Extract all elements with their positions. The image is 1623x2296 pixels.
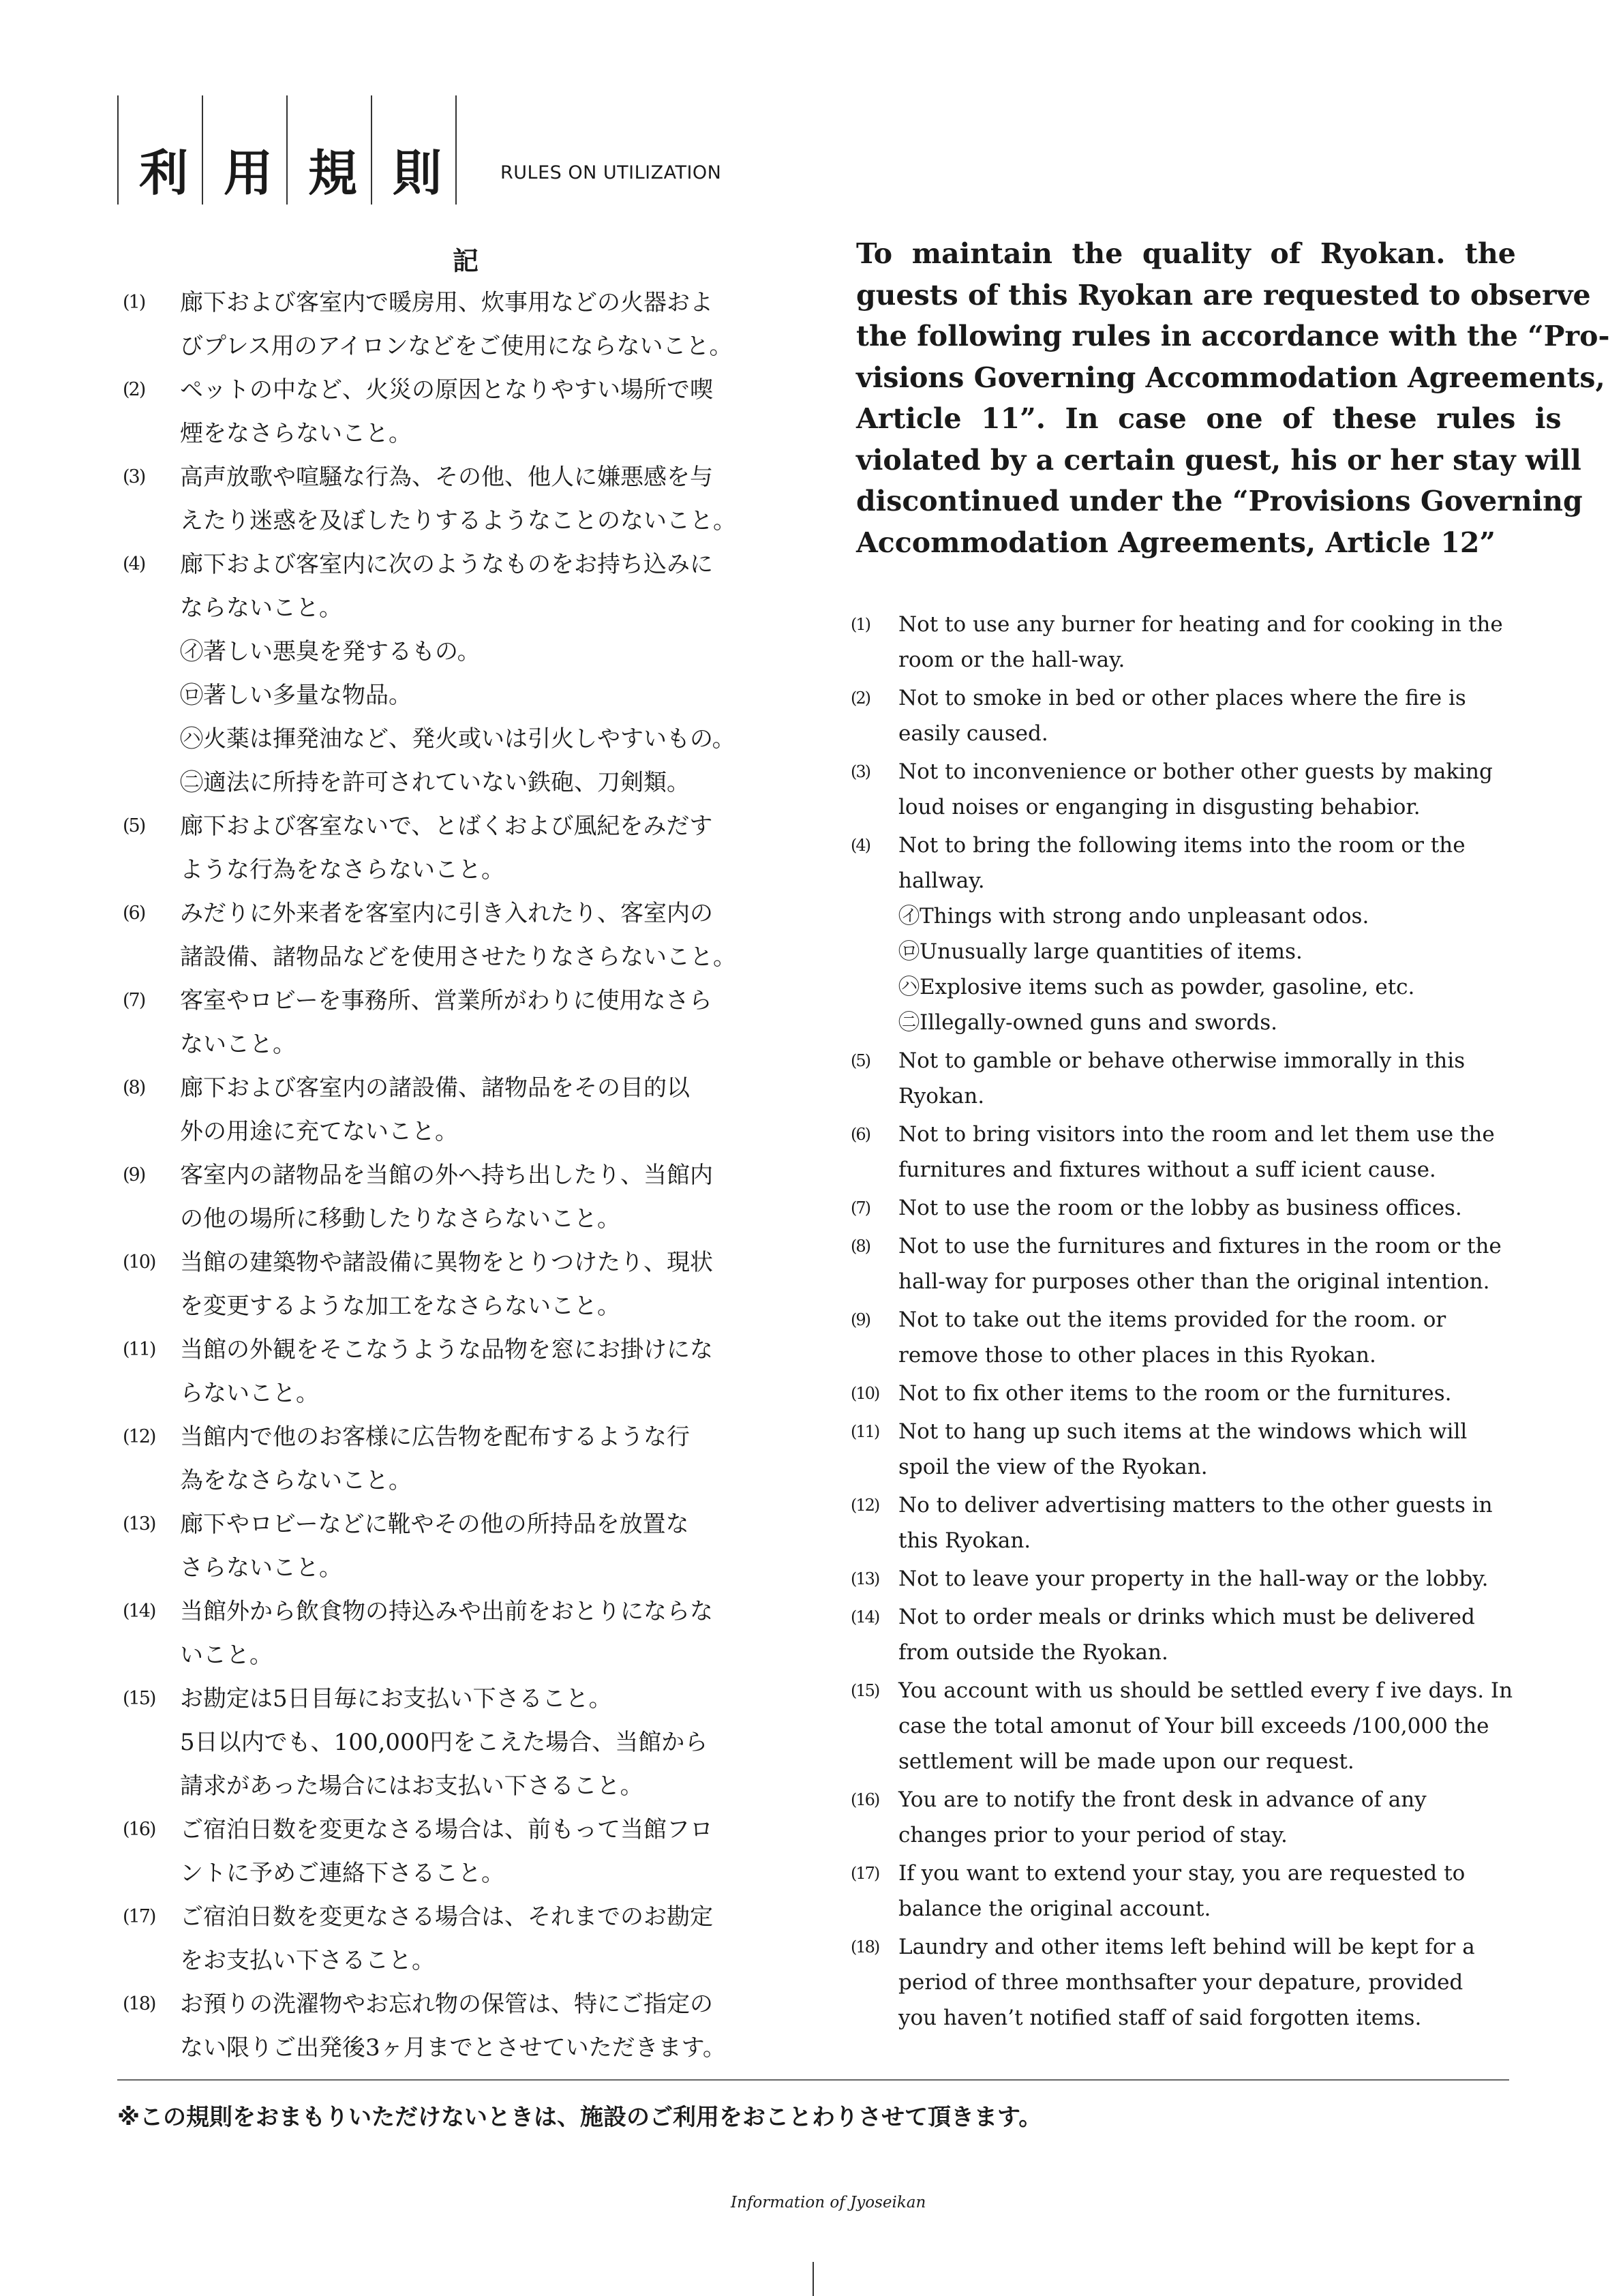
jp-rule-text: 廊下および客室内で暖房用、炊事用などの火器およ [180, 289, 713, 316]
title-divider [455, 95, 457, 205]
en-rule-number: (8) [851, 1237, 870, 1256]
en-rule-number: (18) [851, 1937, 879, 1957]
page-mark [813, 2262, 814, 2296]
jp-rule-number: (16) [123, 1819, 155, 1840]
jp-rule-text: 客室やロビーを事務所、営業所がわりに使用なさら [180, 987, 712, 1014]
jp-rule-text: 当館の外観をそこなうような品物を窓にお掛けにな [180, 1336, 713, 1363]
jp-rule-item [123, 1895, 804, 1982]
jp-rule-number: (3) [123, 466, 145, 487]
en-rule-number: (9) [851, 1310, 870, 1329]
jp-rule-text: 廊下および客室内に次のようなものをお持ち込みに [180, 551, 713, 578]
jp-rule-text: さらないこと。 [180, 1554, 342, 1582]
en-rule-text: Not to leave your property in the hall-way or the lobby. [898, 1567, 1489, 1591]
en-rule-text: You are to notify the front desk in advance of any [898, 1787, 1427, 1812]
jp-rule-number: (17) [123, 1906, 155, 1927]
jp-rule-text: いこと。 [180, 1642, 273, 1669]
jp-rule-text: ㋺著しい多量な物品。 [180, 682, 412, 709]
en-rule-text: you haven’t notified staff of said forgotten items. [898, 2006, 1422, 2030]
en-rule-item [851, 1302, 1546, 1373]
jp-rule-item [123, 1677, 804, 1808]
jp-rule-text: 諸設備、諸物品などを使用させたりなさらないこと。 [180, 943, 736, 971]
en-rule-number: (5) [851, 1051, 870, 1070]
jp-rule-text: ご宿泊日数を変更なさる場合は、それまでのお勘定 [180, 1903, 713, 1931]
en-rule-item [851, 1414, 1546, 1485]
jp-rule-item [123, 368, 804, 455]
jp-rule-text: 当館外から飲食物の持込みや出前をおとりにならな [180, 1598, 713, 1625]
en-rule-text: balance the original account. [898, 1897, 1211, 1921]
en-rule-text: ㋩Explosive items such as powder, gasoline, etc. [898, 975, 1415, 999]
jp-rule-text: 当館の建築物や諸設備に異物をとりつけたり、現状 [180, 1249, 713, 1276]
en-rule-text: Not to gamble or behave otherwise immorally in this [898, 1048, 1466, 1073]
jp-rule-text: ㊁適法に所持を許可されていない鉄砲、刀剣類。 [180, 769, 690, 796]
jp-rule-text: をお支払い下さること。 [180, 1947, 435, 1974]
jp-rule-number: (14) [123, 1601, 155, 1622]
jp-rule-item [123, 1982, 804, 2070]
en-rule-number: (16) [851, 1790, 879, 1809]
jp-rule-number: (1) [123, 292, 145, 313]
jp-rule-text: 為をなさらないこと。 [180, 1467, 412, 1494]
en-rule-number: (6) [851, 1125, 870, 1144]
jp-rule-text: らないこと。 [180, 1380, 319, 1407]
en-rule-text: Not to use the furnitures and fixtures in the room or the [898, 1234, 1502, 1258]
en-rule-text: Not to smoke in bed or other places where the fire is [898, 686, 1466, 710]
en-rule-text: settlement will be made upon our request. [898, 1749, 1354, 1774]
jp-rule-number: (4) [123, 554, 145, 575]
en-rule-text: loud noises or enganging in disgusting behabior. [898, 795, 1421, 819]
en-rule-text: If you want to extend your stay, you are requested to [898, 1861, 1466, 1886]
jp-rule-item [123, 1502, 804, 1590]
en-rule-item [851, 607, 1546, 678]
en-rule-text: case the total amonut of Your bill exceeds /100,000 the [898, 1714, 1489, 1738]
en-rule-text: You account with us should be settled every f ive days. In [898, 1678, 1513, 1703]
en-rule-item [851, 828, 1546, 1040]
en-rule-number: (17) [851, 1864, 879, 1883]
jp-rule-text: ない限りご出発後3ヶ月までとさせていただきます。 [180, 2034, 726, 2061]
en-rule-text: Not to bring visitors into the room and let them use the [898, 1122, 1495, 1147]
en-intro-line: the following rules in accordance with the “Pro- [856, 320, 1610, 352]
jp-rule-item [123, 892, 804, 979]
en-rule-item [851, 1673, 1546, 1779]
jp-rule-text: 請求があった場合にはお支払い下さること。 [180, 1772, 643, 1800]
jp-rule-number: (9) [123, 1164, 145, 1185]
en-rule-text: easily caused. [898, 721, 1048, 746]
en-rule-number: (4) [851, 836, 870, 855]
jp-rule-text: 廊下やロビーなどに靴やその他の所持品を放置な [180, 1511, 689, 1538]
en-rule-number: (2) [851, 689, 870, 708]
jp-rule-text: ㋑著しい悪臭を発するもの。 [180, 638, 481, 665]
jp-rule-text: ないこと。 [180, 1031, 296, 1058]
en-rule-item [851, 1376, 1546, 1411]
jp-rule-item [123, 1328, 804, 1415]
jp-rule-text: を変更するような加工をなさらないこと。 [180, 1293, 620, 1320]
jp-rule-item [123, 1590, 804, 1677]
en-rule-text: this Ryokan. [898, 1528, 1031, 1553]
jp-rule-number: (8) [123, 1077, 145, 1098]
jp-rule-text: ントに予めご連絡下さること。 [180, 1860, 504, 1887]
en-intro-line: guests of this Ryokan are requested to observe [856, 278, 1591, 312]
jp-rule-text: の他の場所に移動したりなさらないこと。 [180, 1205, 620, 1233]
jp-rule-text: 煙をなさらないこと。 [180, 420, 412, 447]
jp-rule-item [123, 455, 804, 543]
en-rule-item [851, 754, 1546, 825]
en-rule-text: Not to order meals or drinks which must be delivered [898, 1605, 1475, 1629]
jp-rule-text: 外の用途に充てないこと。 [180, 1118, 458, 1145]
en-rule-number: (3) [851, 762, 870, 781]
en-intro-line: visions Governing Accommodation Agreements, [856, 361, 1605, 394]
en-rule-text: ㋑Things with strong ando unpleasant odos. [898, 904, 1369, 928]
en-rule-number: (1) [851, 615, 870, 634]
en-rule-number: (13) [851, 1569, 879, 1588]
jp-rule-number: (13) [123, 1513, 155, 1535]
en-intro-line: violated by a certain guest, his or her stay will [856, 443, 1581, 477]
en-rule-item [851, 1190, 1546, 1226]
jp-rule-item [123, 281, 804, 368]
en-rule-text: remove those to other places in this Ryokan. [898, 1343, 1376, 1368]
en-rule-text: No to deliver advertising matters to the other guests in [898, 1493, 1493, 1517]
en-rule-text: spoil the view of the Ryokan. [898, 1455, 1208, 1479]
title-char: 利 [117, 95, 203, 205]
en-rule-item [851, 1599, 1546, 1670]
en-rule-text: ㋺Unusually large quantities of items. [898, 939, 1303, 964]
en-rule-number: (12) [851, 1496, 879, 1515]
jp-rule-item [123, 1415, 804, 1502]
jp-rule-number: (18) [123, 1993, 155, 2014]
jp-rule-text: 客室内の諸物品を当館の外へ持ち出したり、当館内 [180, 1162, 713, 1189]
en-rule-text: Ryokan. [898, 1084, 985, 1108]
jp-rule-number: (6) [123, 903, 145, 924]
en-rule-item [851, 680, 1546, 751]
en-rule-text: Not to hang up such items at the windows which will [898, 1419, 1468, 1444]
en-rule-text: from outside the Ryokan. [898, 1640, 1168, 1665]
en-rule-text: Not to use any burner for heating and for cooking in the [898, 612, 1503, 637]
title-char: 用 [202, 95, 288, 205]
en-rule-item [851, 1856, 1546, 1927]
footer-credit: Information of Jyoseikan [731, 2194, 926, 2211]
jp-rule-text: ペットの中など、火災の原因となりやすい場所で喫 [180, 376, 713, 404]
jp-rule-text: みだりに外来者を客室内に引き入れたり、客室内の [180, 900, 713, 927]
jp-rule-item [123, 979, 804, 1066]
jp-rule-item [123, 1241, 804, 1328]
en-intro-line: Article 11”. In case one of these rules is [856, 402, 1562, 435]
en-rule-text: furnitures and fixtures without a suff icient cause. [898, 1158, 1436, 1182]
en-rules-list [851, 607, 1546, 2038]
jp-rule-text: ような行為をなさらないこと。 [180, 856, 504, 883]
jp-rule-number: (7) [123, 990, 145, 1011]
title-char: 規 [286, 95, 372, 205]
en-rule-item [851, 1782, 1546, 1853]
en-rule-item [851, 1929, 1546, 2036]
jp-rule-item [123, 1153, 804, 1241]
jp-rule-number: (15) [123, 1688, 155, 1709]
en-rule-text: Not to bring the following items into the room or the [898, 833, 1466, 858]
en-intro-line: Accommodation Agreements, Article 12” [856, 526, 1496, 559]
jp-rule-number: (10) [123, 1252, 155, 1273]
en-rule-number: (14) [851, 1607, 879, 1627]
jp-rule-text: お勘定は5日目毎にお支払い下さること。 [180, 1685, 612, 1712]
en-rule-item [851, 1228, 1546, 1299]
jp-rule-text: 5日以内でも、100,000円をこえた場合、当館から [180, 1729, 708, 1756]
en-rule-item [851, 1561, 1546, 1597]
en-rule-number: (10) [851, 1384, 879, 1403]
footer-divider [117, 2079, 1509, 2081]
en-rule-number: (15) [851, 1681, 879, 1700]
footer-notice: ※この規則をおまもりいただけないときは、施設のご利用をおことわりさせて頂きます。 [117, 2104, 1042, 2131]
jp-rule-number: (5) [123, 815, 145, 836]
en-rule-number: (11) [851, 1422, 879, 1441]
jp-rule-text: びプレス用のアイロンなどをご使用にならないこと。 [180, 333, 733, 360]
en-intro-line: discontinued under the “Provisions Governing [856, 485, 1583, 517]
en-rule-number: (7) [851, 1198, 870, 1218]
en-rule-text: Not to fix other items to the room or the furnitures. [898, 1381, 1452, 1406]
jp-rule-text: 高声放歌や喧騒な行為、その他、他人に嫌悪感を与 [180, 464, 713, 491]
title-char: 則 [371, 95, 457, 205]
jp-rule-item [123, 1808, 804, 1895]
en-rule-text: changes prior to your period of stay. [898, 1823, 1288, 1847]
jp-rule-number: (12) [123, 1426, 155, 1447]
jp-rule-text: えたり迷惑を及ぼしたりするようなことのないこと。 [180, 507, 736, 534]
en-rule-item [851, 1043, 1546, 1114]
en-rule-text: Not to use the room or the lobby as business offices. [898, 1196, 1462, 1220]
en-rule-text: ㊁Illegally-owned guns and swords. [898, 1010, 1277, 1035]
jp-rule-text: お預りの洗濯物やお忘れ物の保管は、特にご指定の [180, 1991, 713, 2018]
jp-rule-text: 当館内で他のお客様に広告物を配布するような行 [180, 1423, 690, 1451]
en-intro-line: To maintain the quality of Ryokan. the [856, 237, 1516, 270]
jp-rule-text: 廊下および客室ないで、とばくおよび風紀をみだす [180, 813, 713, 840]
en-intro [856, 233, 1610, 563]
jp-rule-item [123, 1066, 804, 1153]
jp-rule-number: (2) [123, 379, 145, 400]
jp-rule-item [123, 543, 804, 804]
en-rule-text: Not to take out the items provided for the room. or [898, 1308, 1446, 1332]
en-rule-text: Laundry and other items left behind will be kept for a [898, 1935, 1475, 1959]
jp-rule-number: (11) [123, 1339, 155, 1360]
jp-rule-text: ㋩火薬は揮発油など、発火或いは引火しやすいもの。 [180, 725, 735, 753]
jp-rule-text: 廊下および客室内の諸設備、諸物品をその目的以 [180, 1074, 690, 1102]
en-rule-text: room or the hall-way. [898, 648, 1125, 672]
jp-rule-item [123, 804, 804, 892]
en-rule-item [851, 1117, 1546, 1188]
en-rule-text: hall-way for purposes other than the original intention. [898, 1269, 1490, 1294]
en-rule-item [851, 1487, 1546, 1558]
jp-rule-text: ご宿泊日数を変更なさる場合は、前もって当館フロ [180, 1816, 713, 1843]
jp-heading: 記 [453, 245, 479, 276]
page-subtitle: RULES ON UTILIZATION [500, 162, 722, 183]
en-rule-text: hallway. [898, 868, 985, 893]
en-rule-text: period of three monthsafter your depature, provided [898, 1970, 1463, 1995]
jp-rules-list [123, 281, 804, 2070]
en-rule-text: Not to inconvenience or bother other guests by making [898, 759, 1493, 784]
jp-rule-text: ならないこと。 [180, 594, 342, 622]
